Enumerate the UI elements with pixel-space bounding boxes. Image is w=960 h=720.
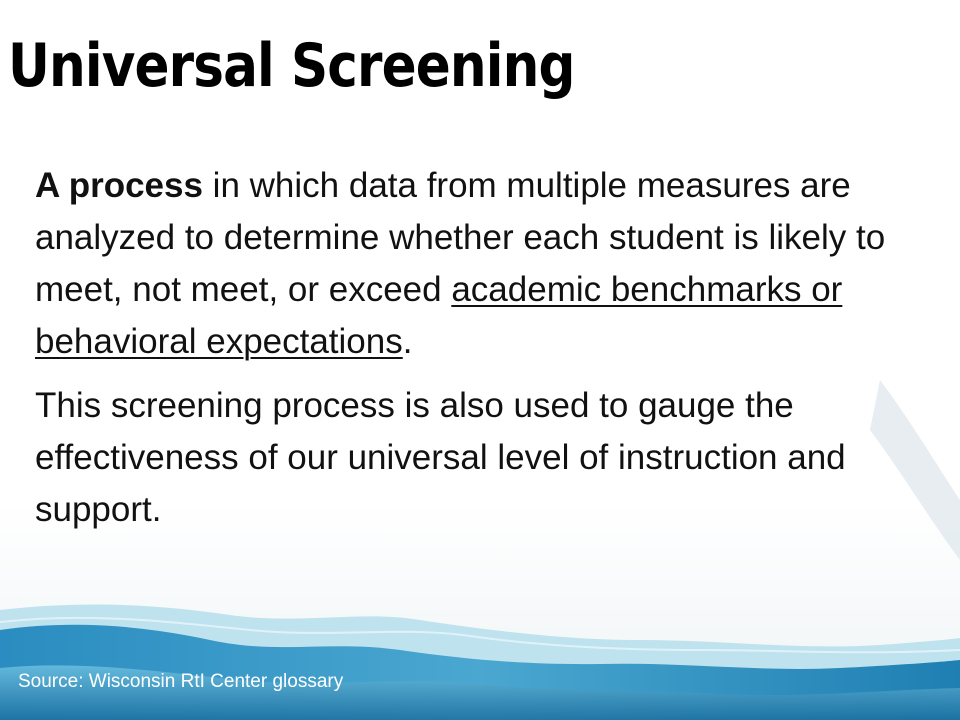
purpose-paragraph: This screening process is also used to gauge the effectiveness of our universal level of instruction and support. [35,386,846,529]
definition-lead: A process [35,166,203,205]
definition-paragraph [35,160,915,368]
definition-period: . [402,322,413,361]
slide-title: Universal Screening [8,31,575,101]
definition-text: in which data from multiple measures are analyzed to determine whether each student is likely to meet, not meet, or exceed [35,166,886,309]
slide-body [35,160,915,548]
benchmarks-underlined-text: academic benchmarks or behavioral expectations [35,270,843,361]
source-citation: Source: Wisconsin RtI Center glossary [18,671,344,692]
